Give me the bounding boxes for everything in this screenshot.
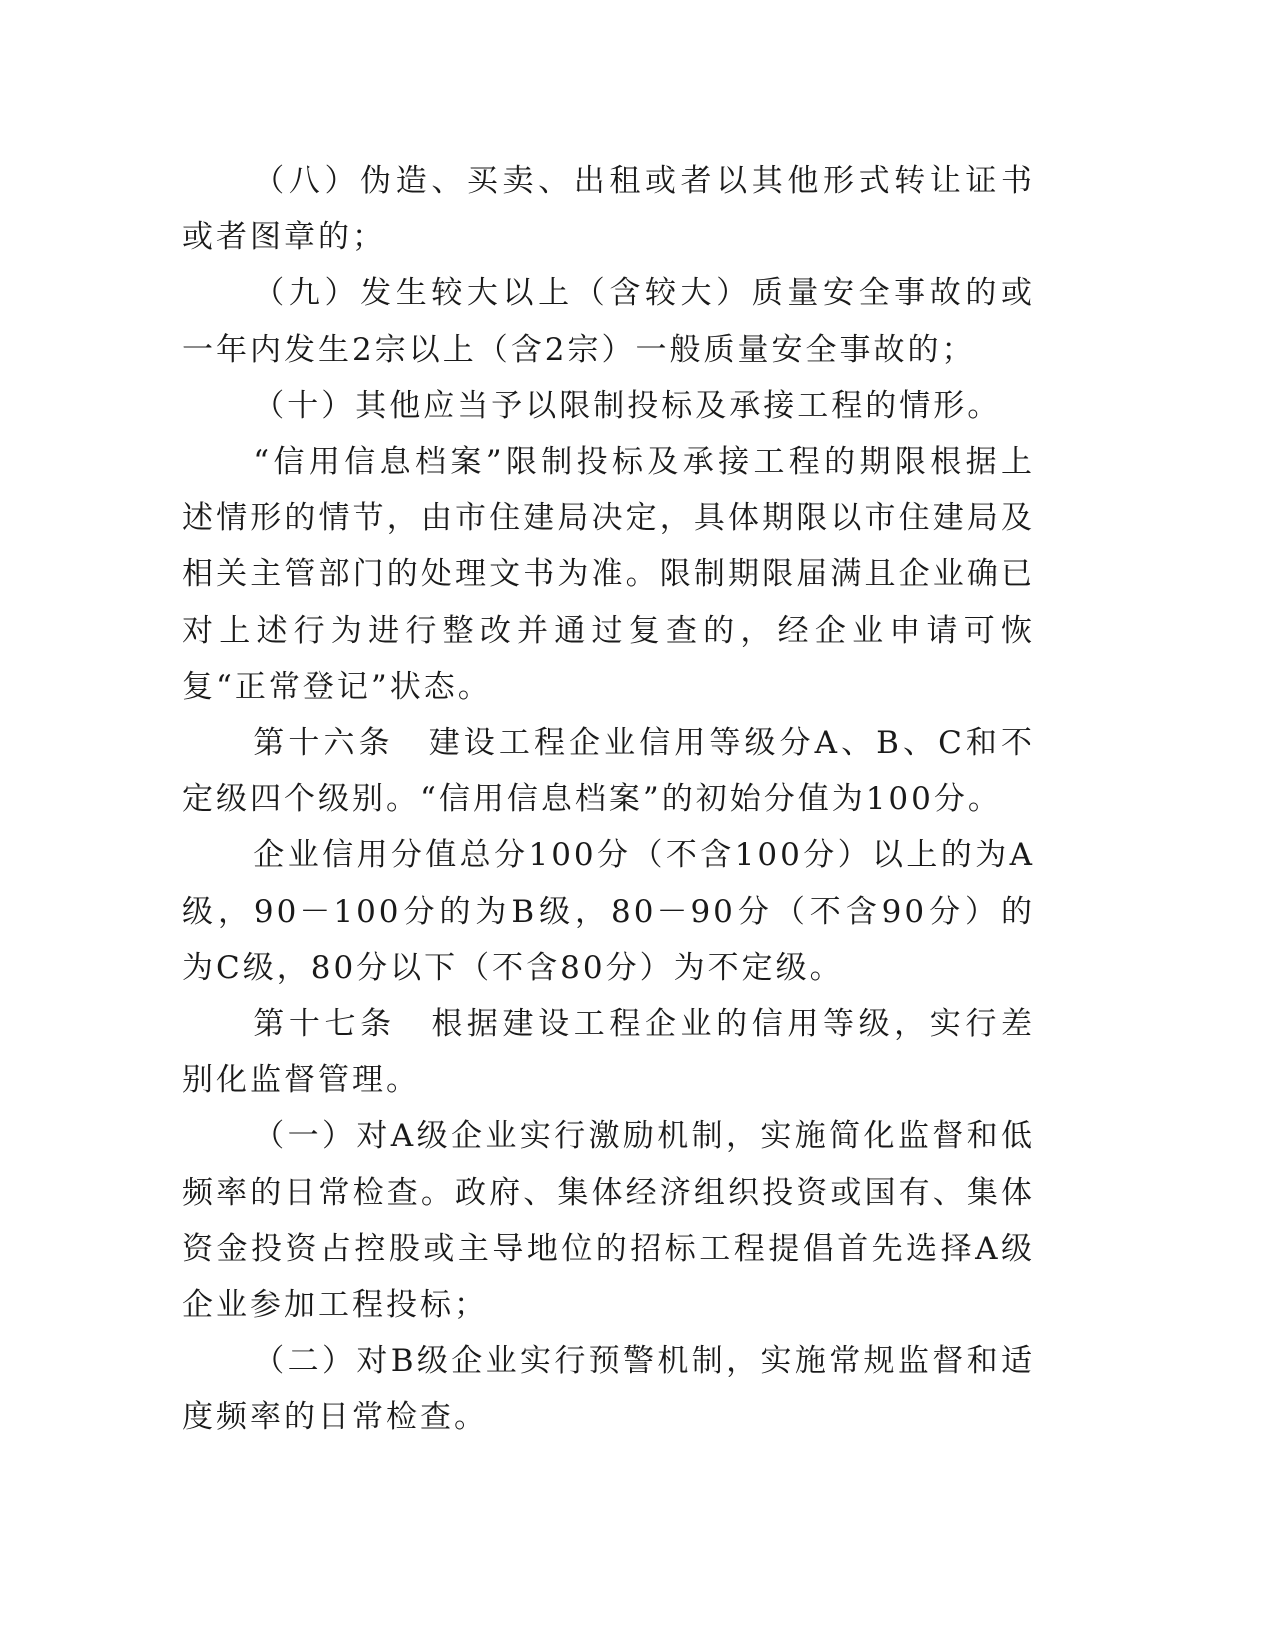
paragraph-item-8: （八）伪造、买卖、出租或者以其他形式转让证书或者图章的；	[182, 163, 1035, 256]
body-text	[182, 153, 1035, 1446]
paragraph-item-9: （九）发生较大以上（含较大）质量安全事故的或一年内发生2宗以上（含2宗）一般质量安全事故的；	[182, 275, 1035, 368]
paragraph-article-17: 第十七条 根据建设工程企业的信用等级，实行差别化监督管理。	[182, 1006, 1035, 1099]
paragraph-article-16: 第十六条 建设工程企业信用等级分A、B、C和不定级四个级别。“信用信息档案”的初始分值为100分。	[182, 725, 1035, 818]
paragraph-credit-score-levels: 企业信用分值总分100分（不含100分）以上的为A级，90－100分的为B级，80－90分（不含90分）的为C级，80分以下（不含80分）为不定级。	[182, 837, 1035, 986]
paragraph-level-a: （一）对A级企业实行激励机制，实施简化监督和低频率的日常检查。政府、集体经济组织投资或国有、集体资金投资占控股或主导地位的招标工程提倡首先选择A级企业参加工程投标；	[182, 1118, 1035, 1324]
paragraph-level-b: （二）对B级企业实行预警机制，实施常规监督和适度频率的日常检查。	[182, 1343, 1035, 1436]
paragraph-item-10: （十）其他应当予以限制投标及承接工程的情形。	[253, 387, 1002, 424]
paragraph-credit-archive-restriction: “信用信息档案”限制投标及承接工程的期限根据上述情形的情节，由市住建局决定，具体期限以市住建局及相关主管部门的处理文书为准。限制期限届满且企业确已对上述行为进行整改并通过复查的，经企业申请可恢复“正常登记”状态。	[182, 444, 1035, 705]
